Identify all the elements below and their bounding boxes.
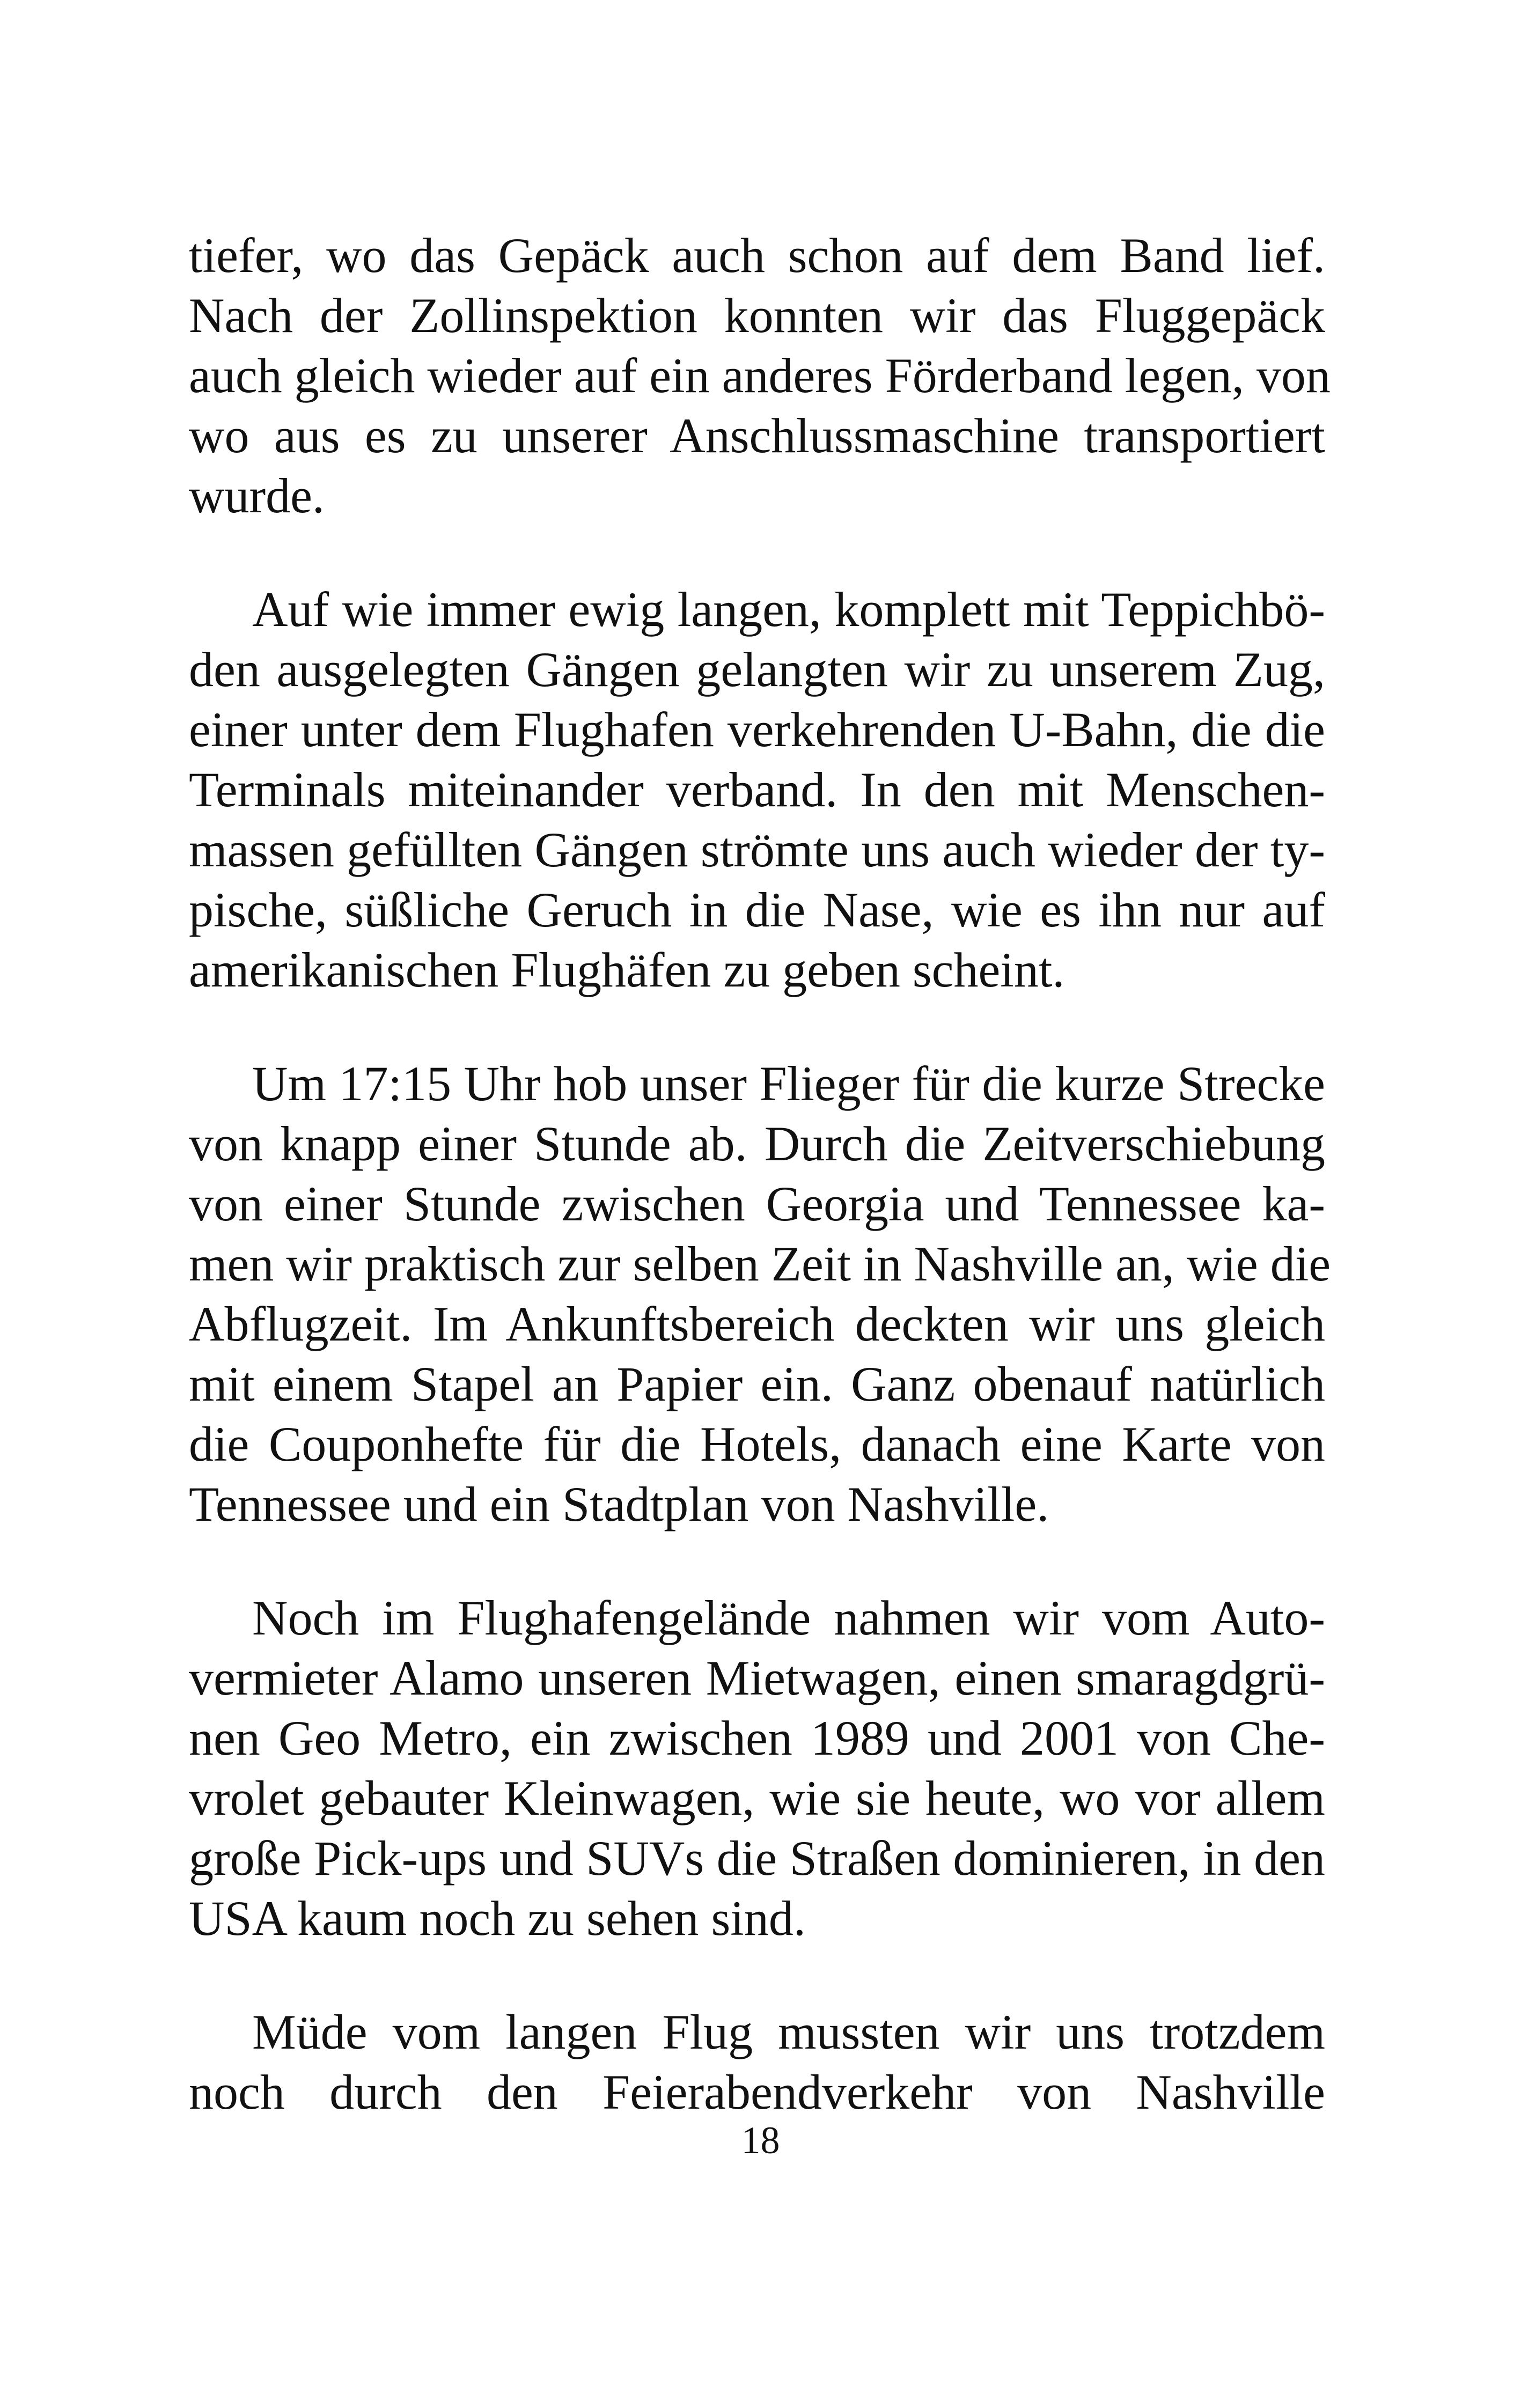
text-line: große Pick-ups und SUVs die Straßen dominieren, in den bbox=[189, 1831, 1325, 1886]
text-line: Terminals miteinander verband. In den mit Menschen- bbox=[189, 762, 1325, 817]
text-line: pische, süßliche Geruch in die Nase, wie es ihn nur auf bbox=[189, 882, 1325, 937]
paragraph-2 bbox=[189, 579, 1325, 1000]
text-line: Noch im Flughafengelände nahmen wir vom Auto- bbox=[252, 1590, 1325, 1645]
text-line: wo aus es zu unserer Anschlussmaschine transportiert bbox=[189, 408, 1325, 463]
paragraph-3 bbox=[189, 1054, 1331, 1534]
text-line: den ausgelegten Gängen gelangten wir zu unserem Zug, bbox=[189, 642, 1325, 697]
paragraph-1 bbox=[189, 225, 1331, 526]
page-number: 18 bbox=[741, 2119, 780, 2162]
text-line: nen Geo Metro, ein zwischen 1989 und 2001 von Che- bbox=[189, 1711, 1325, 1765]
text-line: die Couponhefte für die Hotels, danach eine Karte von bbox=[189, 1417, 1325, 1471]
text-line: tiefer, wo das Gepäck auch schon auf dem Band lief. bbox=[189, 228, 1325, 283]
paragraph-5 bbox=[189, 2002, 1325, 2122]
text-line: Nach der Zollinspektion konnten wir das Fluggepäck bbox=[189, 288, 1325, 343]
text-line: einer unter dem Flughafen verkehrenden U-Bahn, die die bbox=[189, 702, 1325, 757]
text-line: USA kaum noch zu sehen sind. bbox=[189, 1891, 806, 1946]
text-line: wurde. bbox=[189, 468, 325, 523]
text-line: auch gleich wieder auf ein anderes Förderband legen, von bbox=[189, 348, 1331, 403]
text-line: massen gefüllten Gängen strömte uns auch wieder der ty- bbox=[189, 822, 1325, 877]
text-line: vrolet gebauter Kleinwagen, wie sie heute, wo vor allem bbox=[189, 1771, 1325, 1825]
body-text bbox=[189, 225, 1331, 2122]
text-line: Abflugzeit. Im Ankunftsbereich deckten wir uns gleich bbox=[189, 1297, 1325, 1351]
text-line: men wir praktisch zur selben Zeit in Nashville an, wie die bbox=[189, 1236, 1331, 1291]
text-line: von einer Stunde zwischen Georgia und Tennessee ka- bbox=[189, 1176, 1325, 1231]
text-line: mit einem Stapel an Papier ein. Ganz obenauf natürlich bbox=[189, 1357, 1325, 1411]
text-line: Müde vom langen Flug mussten wir uns trotzdem bbox=[252, 2005, 1325, 2059]
text-line: Tennessee und ein Stadtplan von Nashville. bbox=[189, 1477, 1049, 1531]
paragraph-4 bbox=[189, 1588, 1325, 1948]
text-line: Um 17:15 Uhr hob unser Flieger für die kurze Strecke bbox=[252, 1056, 1325, 1111]
text-line: vermieter Alamo unseren Mietwagen, einen smaragdgrü- bbox=[189, 1651, 1325, 1705]
text-line: Auf wie immer ewig langen, komplett mit Teppichbö- bbox=[252, 582, 1325, 637]
text-line: amerikanischen Flughäfen zu geben scheint. bbox=[189, 942, 1065, 997]
text-line: noch durch den Feierabendverkehr von Nashville bbox=[189, 2065, 1325, 2119]
text-line: von knapp einer Stunde ab. Durch die Zeitverschiebung bbox=[189, 1116, 1325, 1171]
